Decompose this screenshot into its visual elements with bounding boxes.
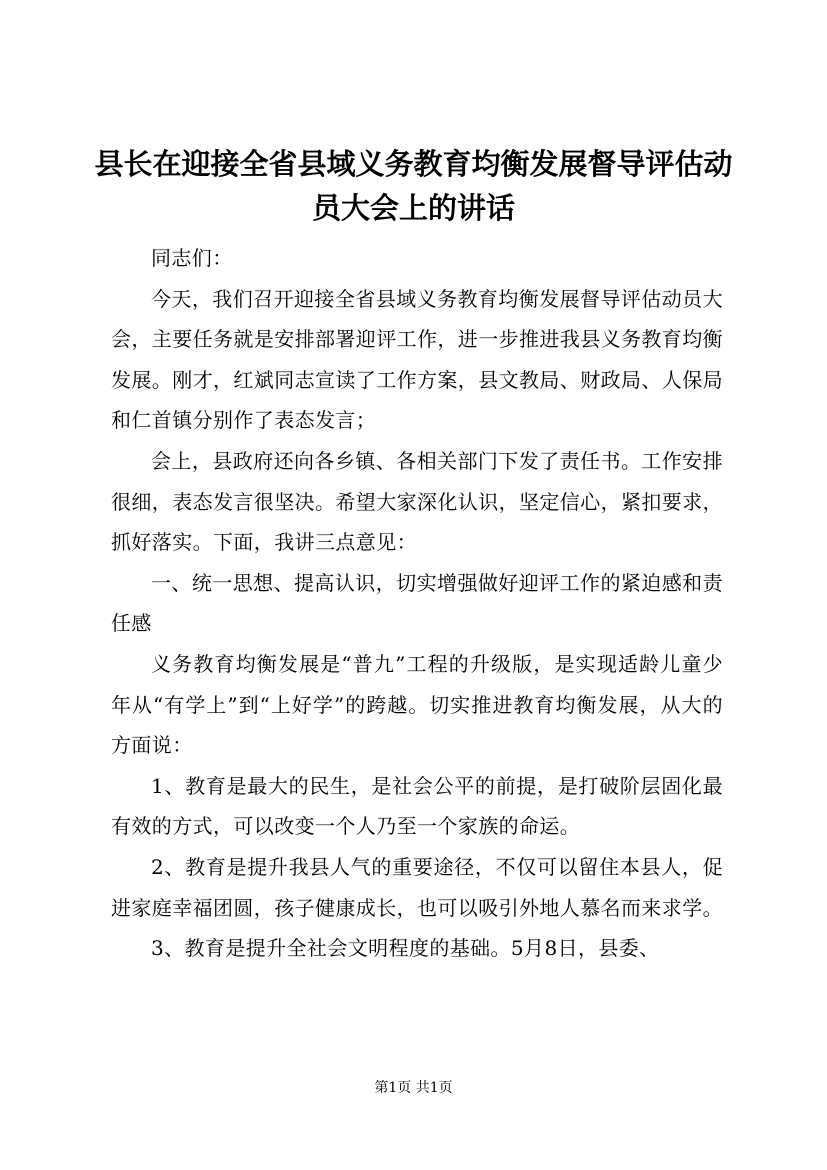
page-footer: 第1页 共1页 (374, 1080, 453, 1096)
paragraph: 会上，县政府还向各乡镇、各相关部门下发了责任书。工作安排很细，表态发言很坚决。希望大家深化认识，坚定信心，紧扣要求，抓好落实。下面，我讲三点意见： (111, 448, 723, 555)
salutation: 同志们： (151, 246, 233, 270)
section-heading: 一、统一思想、提高认识，切实增强做好迎评工作的紧迫感和责任感 (111, 570, 723, 636)
paragraph: 义务教育均衡发展是“普九”工程的升级版，是实现适龄儿童少年从“有学上”到“上好学”的跨越。切实推进教育均衡发展，从大的方面说： (111, 651, 723, 758)
document-body (111, 238, 723, 969)
document-title: 县长在迎接全省县域义务教育均衡发展督导评估动员大会上的讲话 (94, 147, 733, 225)
list-item: 1、教育是最大的民生，是社会公平的前提，是打破阶层固化最有效的方式，可以改变一个人乃至一个家族的命运。 (111, 773, 723, 839)
list-item: 2、教育是提升我县人气的重要途径，不仅可以留住本县人，促进家庭幸福团圆，孩子健康成长，也可以吸引外地人慕名而来求学。 (111, 854, 723, 920)
paragraph: 今天，我们召开迎接全省县域义务教育均衡发展督导评估动员大会，主要任务就是安排部署迎评工作，进一步推进我县义务教育均衡发展。刚才，红斌同志宣读了工作方案，县文教局、财政局、人保局和仁首镇分别作了表态发言； (111, 286, 723, 433)
list-item: 3、教育是提升全社会文明程度的基础。5月8日，县委、 (151, 936, 660, 961)
